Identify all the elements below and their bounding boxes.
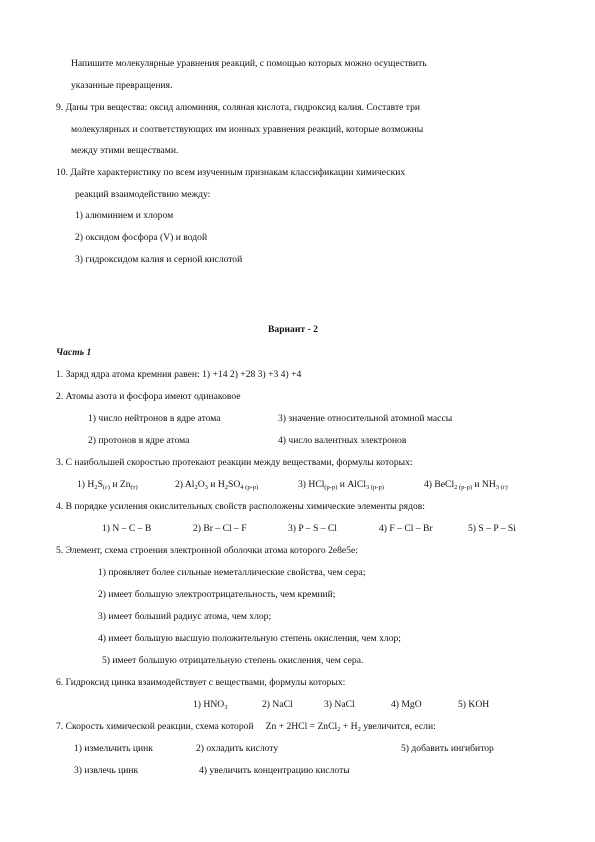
v2-question-4-option-2: 2) Br – Cl – F	[193, 523, 247, 534]
v2-question-3-option-3: 3) HCl$_{(р-р)}$ и AlCl$_{3 (р-р)}$	[298, 479, 384, 491]
v2-question-3-option-1: 1) $H_2S_{(г)}$ и $Zn_{(т)}$	[77, 479, 138, 491]
v2-question-1: 1. Заряд ядра атома кремния равен: 1) +14 2) +28 3) +3 4) +4	[56, 369, 302, 380]
v2-question-6-option-4: 4) MgO	[391, 699, 422, 710]
v2-question-7-option-2: 2) охладить кислоту	[196, 743, 279, 754]
variant-title: Вариант - 2	[268, 324, 318, 335]
v2-question-6-option-3: 3) NaCl	[324, 699, 355, 710]
v2-question-2-option-2: 2) протонов в ядре атома	[88, 435, 190, 446]
question-10-line-2: реакций взаимодействию между:	[75, 189, 211, 200]
v2-question-5-option-3: 3) имеет больший радиус атома, чем хлор;	[98, 611, 272, 622]
v2-question-7-option-3: 3) извлечь цинк	[74, 765, 139, 776]
v2-question-2-option-1: 1) число нейтронов в ядре атома	[88, 413, 221, 424]
v2-question-5-option-2: 2) имеет большую электроотрицательность, чем кремний;	[98, 589, 336, 600]
v2-question-7: 7. Скорость химической реакции, схема которой Zn + 2HCl = ZnCl$_2$ + $H_2$ увеличится, если:	[56, 721, 436, 733]
v2-question-7-option-1: 1) измельчить цинк	[74, 743, 153, 754]
question-9-line-1: 9. Даны три вещества: оксид алюминия, соляная кислота, гидроксид калия. Составте три	[56, 102, 421, 113]
question-10-item-1: 1) алюминием и хлором	[75, 210, 174, 221]
question-10-item-2: 2) оксидом фосфора (V) и водой	[75, 232, 208, 243]
v2-question-2-option-3: 3) значение относительной атомной массы	[278, 413, 453, 424]
v2-question-6-option-1: 1) $HNO_3$	[193, 699, 228, 711]
v2-question-4-option-3: 3) P – S – Cl	[288, 523, 337, 534]
v2-question-7-option-4: 4) увеличить концентрацию кислоты	[199, 765, 350, 776]
v2-question-7-option-5: 5) добавить ингибитор	[401, 743, 494, 754]
v2-question-5-option-5: 5) имеет большую отрицательную степень окисления, чем сера.	[102, 655, 364, 666]
v2-question-4: 4. В порядке усиления окислительных свойств расположены химические элементы рядов:	[56, 501, 425, 512]
question-9-line-3: между этими веществами.	[71, 145, 179, 156]
reaction-equation: Zn + 2HCl = ZnCl$_2$ + $H_2$	[265, 721, 361, 733]
v2-question-3: 3. С наибольшей скоростью протекают реакции между веществами, формулы которых:	[56, 457, 413, 468]
v2-question-4-option-4: 4) F – Cl – Br	[379, 523, 433, 534]
v2-question-5-option-4: 4) имеет большую высшую положительную степень окисления, чем хлор;	[98, 633, 401, 644]
v2-question-4-option-1: 1) N – C – B	[102, 523, 152, 534]
question-10-item-3: 3) гидроксидом калия и серной кислотой	[75, 254, 243, 265]
v2-question-6: 6. Гидроксид цинка взаимодействует с веществами, формулы которых:	[56, 677, 346, 688]
question-10-line-1: 10. Дайте характеристику по всем изученным признакам классификации химических	[56, 167, 406, 178]
v2-question-3-option-2: 2) $Al_2O_3$ и $H_2SO_{4 (р-р)}$	[175, 479, 259, 491]
v2-question-3-option-4: 4) BeCl$_{2 (р-р)}$ и $NH_{3 (г)}$	[424, 479, 508, 491]
v2-question-5: 5. Элемент, схема строения электронной оболочки атома которого 2e8e5e:	[56, 545, 358, 556]
question-9-line-2: молекулярных и соответствующих им ионных уравнения реакций, которые возможны	[71, 124, 424, 135]
intro-line-2: указанные превращения.	[71, 80, 173, 91]
v2-question-2: 2. Атомы азота и фосфора имеют одинаковое	[56, 391, 241, 402]
v2-question-6-option-5: 5) KOH	[458, 699, 490, 710]
v2-question-5-option-1: 1) проявляет более сильные неметаллические свойства, чем сера;	[98, 567, 366, 578]
intro-line-1: Напишите молекулярные уравнения реакций, с помощью которых можно осуществить	[71, 58, 427, 69]
v2-question-4-option-5: 5) S – P – Si	[468, 523, 516, 534]
v2-question-2-option-4: 4) число валентных электронов	[278, 435, 407, 446]
part-label: Часть 1	[56, 347, 92, 358]
v2-question-6-option-2: 2) NaCl	[262, 699, 293, 710]
